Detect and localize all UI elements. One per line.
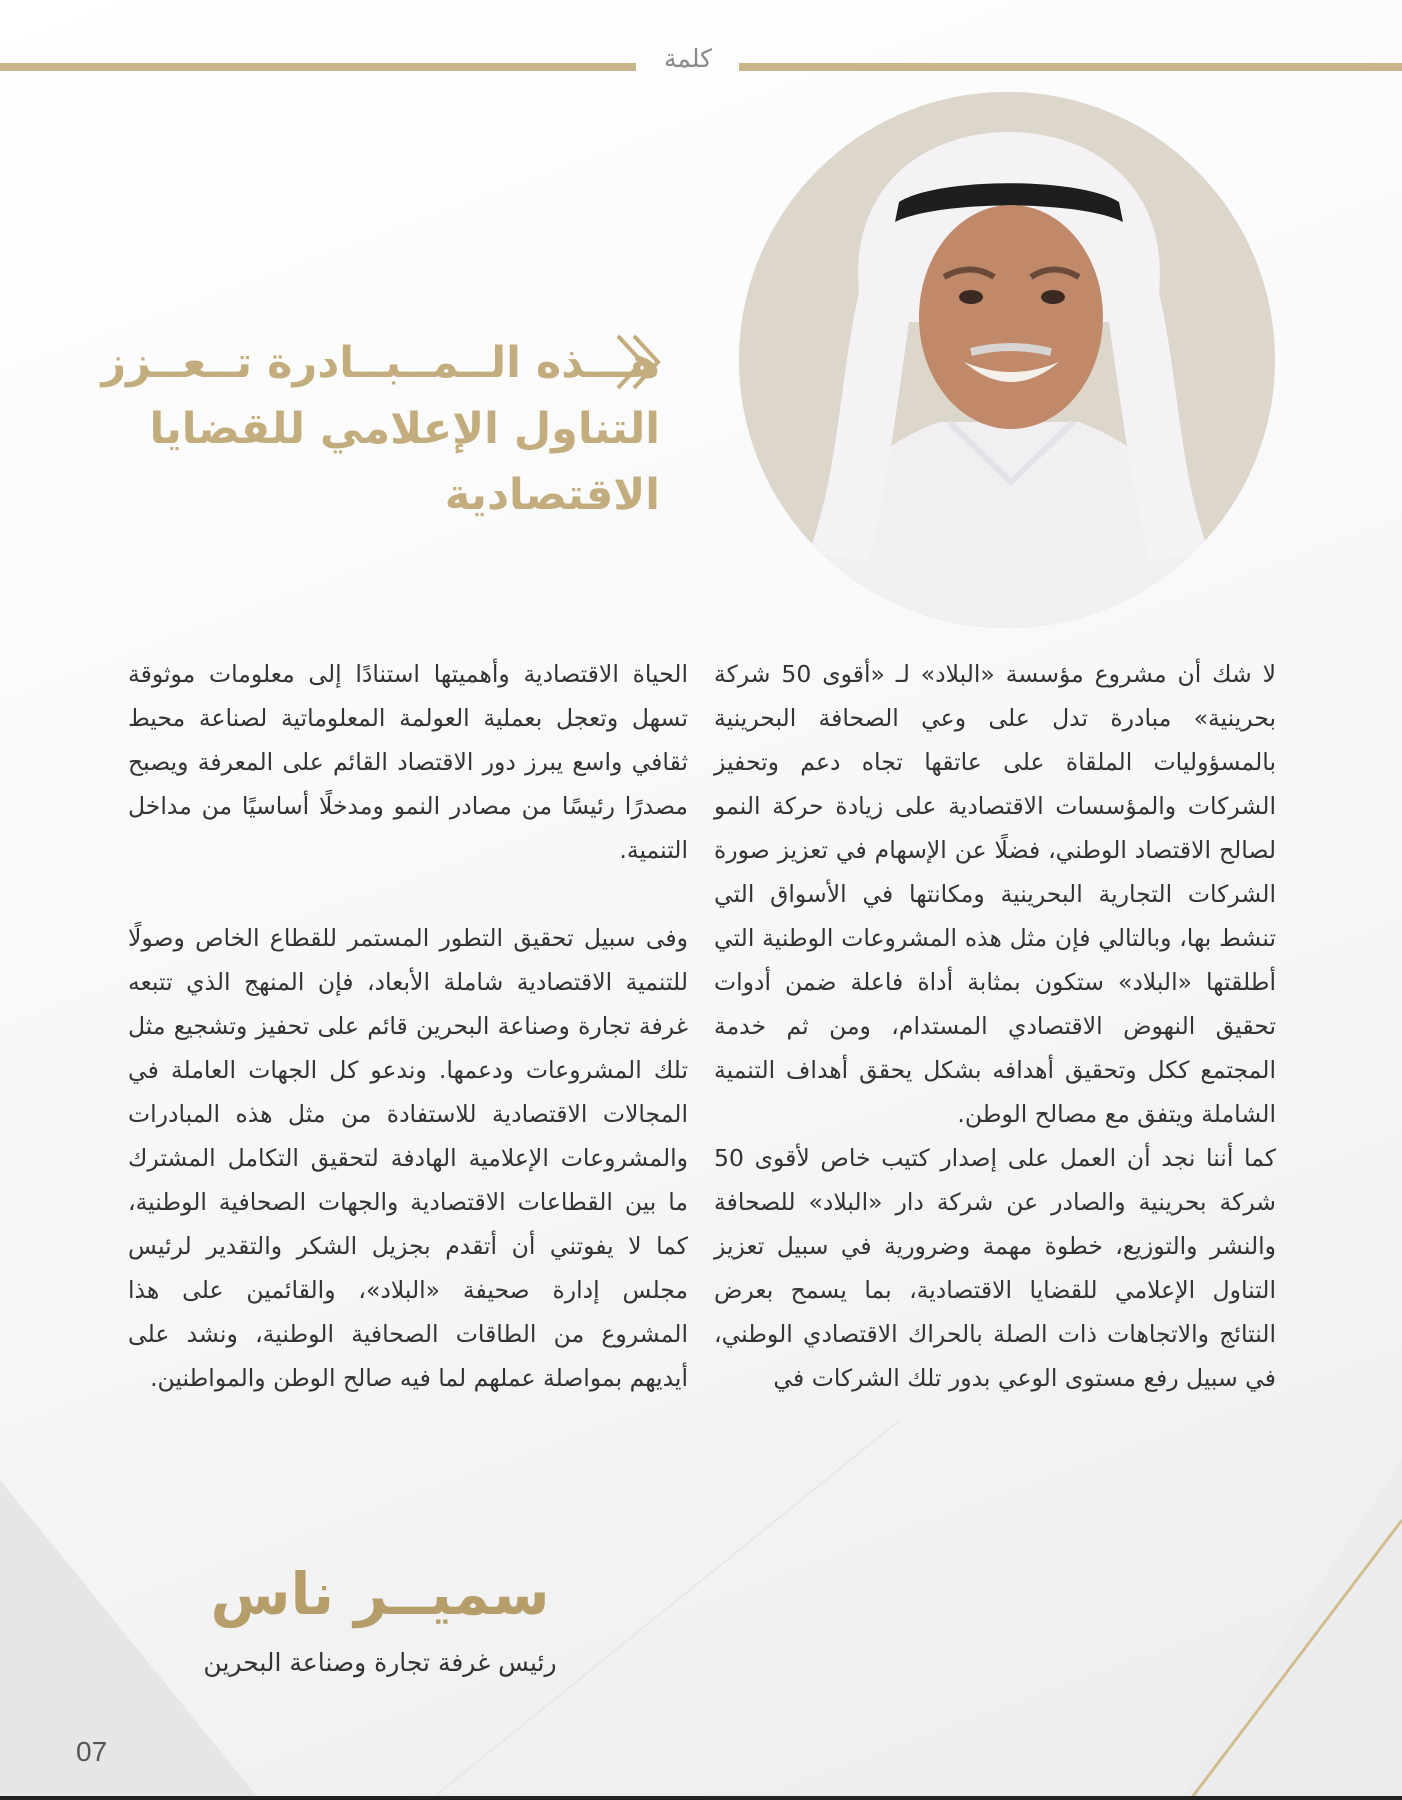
page-number: 07 [76,1736,108,1767]
body-paragraph: وفى سبيل تحقيق التطور المستمر للقطاع الخاص وصولًا للتنمية الاقتصادية شاملة الأبعاد، فإن المنهج الذي تتبعه غرفة تجارة وصناعة البحرين قائم على تحفيز وتشجيع مثل تلك المشروعات ودعمها. وندعو كل الجهات العاملة في المجالات الاقتصادية للاستفادة من مثل هذه المبادرات والمشروعات الإعلامية الهادفة لتحقيق التكامل المشترك ما بين القطاعات الاقتصادية والجهات الصحافية الوطنية، كما لا يفوتني أن أتقدم بجزيل الشكر والتقدير لرئيس مجلس إدارة صحيفة «البلاد»، والقائمين على هذا المشروع من الطاقات الصحافية الوطنية، ونشد على أيديهم بمواصلة عملهم لما فيه صالح الوطن والمواطنين. [128,924,688,1392]
pull-quote-headline [101,330,660,528]
headline-line: التناول الإعلامي للقضايا [149,404,660,454]
body-paragraph: الحياة الاقتصادية وأهميتها استنادًا إلى معلومات موثوقة تسهل وتعجل بعملية العولمة المعلوماتية لصناعة محيط ثقافي واسع يبرز دور الاقتصاد القائم على المعرفة ويصبح مصدرًا رئيسًا من مصادر النمو ومدخلًا أساسيًا من مداخل التنمية. [128,660,688,864]
headline-line: هـــذه الــمــبــادرة تــعــزز [101,338,660,388]
header-rule-left [0,63,636,71]
header-rule-right [739,63,1402,71]
signature-name: سميــر ناس [210,1560,550,1628]
body-column-left [128,652,688,1400]
bottom-border [0,1796,1402,1800]
headline-line: الاقتصادية [444,470,660,520]
body-paragraph: لا شك أن مشروع مؤسسة «البلاد» لـ «أقوى 50 شركة بحرينية» مبادرة تدل على وعي الصحافة البحرينية بالمسؤوليات الملقاة على عاتقها تجاه دعم وتحفيز الشركات والمؤسسات الاقتصادية على زيادة حركة النمو لصالح الاقتصاد الوطني، فضلًا عن الإسهام في تعزيز صورة الشركات التجارية البحرينية ومكانتها في الأسواق التي تنشط بها، وبالتالي فإن مثل هذه المشروعات الوطنية التي أطلقتها «البلاد» ستكون بمثابة أداة فاعلة ضمن أدوات تحقيق النهوض الاقتصادي المستدام، ومن ثم خدمة المجتمع ككل وتحقيق أهدافه بشكل يحقق أهداف التنمية الشاملة ويتفق مع مصالح الوطن. [714,660,1276,1128]
signature-title: رئيس غرفة تجارة وصناعة البحرين [203,1648,557,1677]
portrait-photo [739,92,1275,628]
body-paragraph: كما أننا نجد أن العمل على إصدار كتيب خاص لأقوى 50 شركة بحرينية والصادر عن شركة دار «البلاد» للصحافة والنشر والتوزيع، خطوة مهمة وضرورية في سبيل تعزيز التناول الإعلامي للقضايا الاقتصادية، بما يسمح بعرض النتائج والاتجاهات ذات الصلة بالحراك الاقتصادي الوطني، في سبيل رفع مستوى الوعي بدور تلك الشركات في [714,1144,1276,1392]
section-label: كلمة [663,44,713,73]
body-column-right [714,652,1276,1400]
